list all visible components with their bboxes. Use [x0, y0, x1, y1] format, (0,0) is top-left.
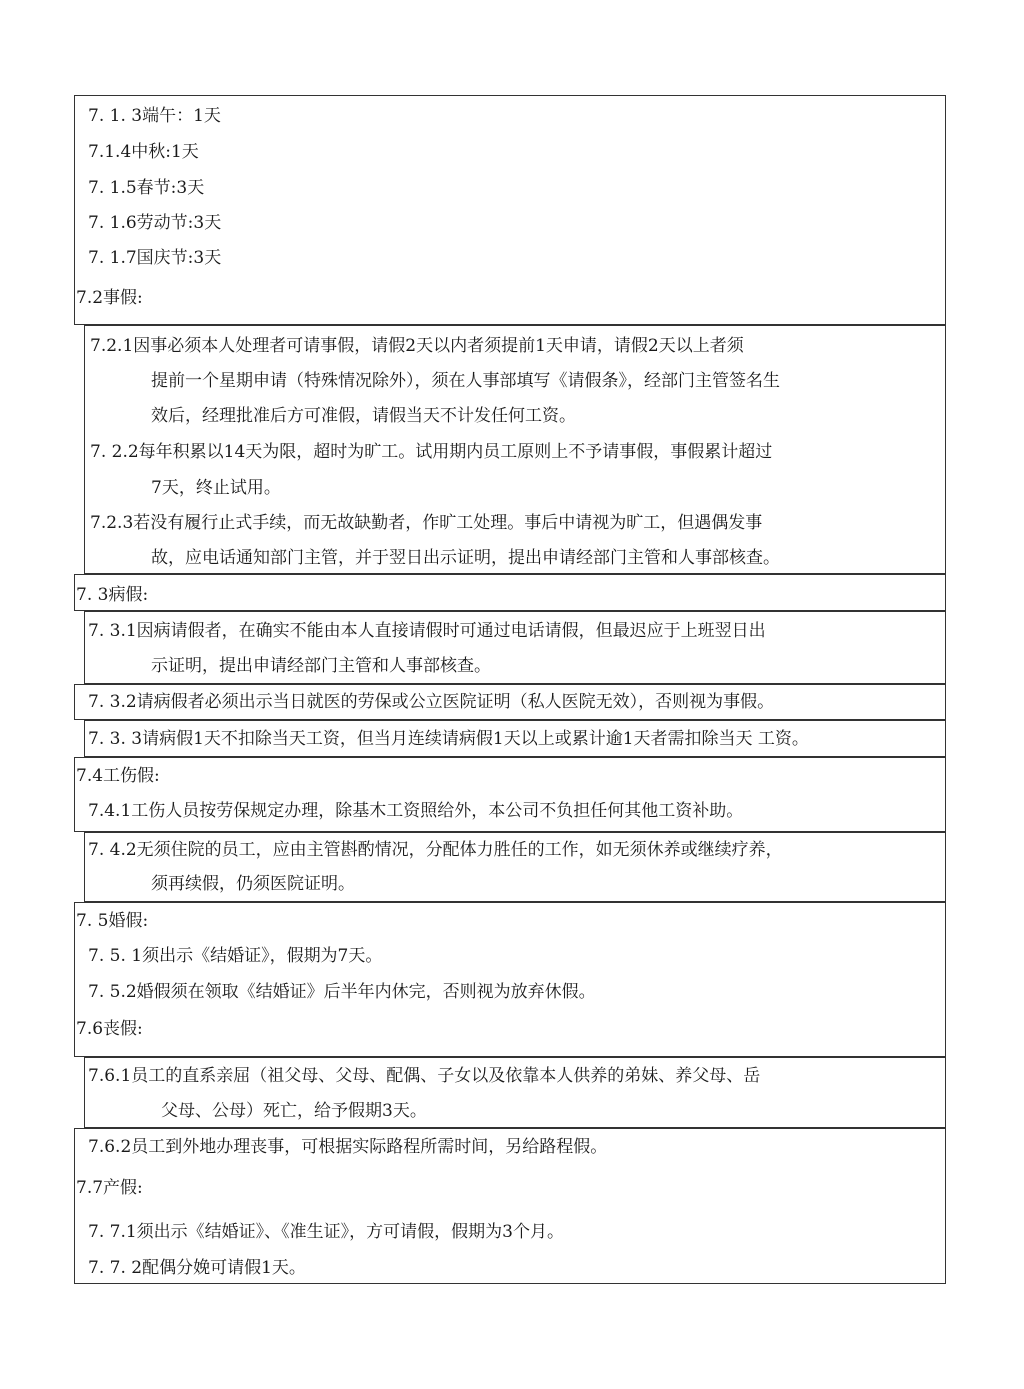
clause-7-5-1: 7. 5. 1须出示《结婚证》，假期为7天。: [88, 946, 383, 966]
clause-7-2-1-cont: 提前一个星期申请（特殊情况除外），须在人事部填写《请假条》，经部门主管签名生: [151, 371, 780, 391]
clause-7-1-6: 7. 1.6劳动节:3天: [88, 213, 222, 233]
clause-7-4-2: 7. 4.2无须住院的员工，应由主管斟酌情况，分配体力胜任的工作，如无须休养或继续疗养，: [88, 840, 783, 860]
clause-7-4-2-cont: 须再续假，仍须医院证明。: [151, 874, 355, 894]
clause-7-2-1: 7.2.1因事必须本人处理者可请事假，请假2天以内者须提前1天申请，请假2天以上者须: [90, 336, 744, 356]
heading-7-5: 7. 5婚假:: [76, 911, 149, 931]
clause-7-3-2: 7. 3.2请病假者必须出示当日就医的劳保或公立医院证明（私人医院无效），否则视为事假。: [88, 692, 775, 712]
clause-7-1-5: 7. 1.5春节:3天: [88, 178, 205, 198]
heading-7-2: 7.2事假:: [76, 288, 143, 308]
clause-7-1-4: 7.1.4中秋:1天: [88, 142, 199, 162]
clause-7-3-1-cont: 示证明，提出申请经部门主管和人事部核查。: [151, 656, 491, 676]
section-sick-leave-heading: [74, 574, 946, 611]
clause-7-2-2-cont: 7天，终止试用。: [151, 478, 281, 498]
clause-7-6-1: 7.6.1员工的直系亲屈（祖父母、父母、配偶、子女以及依靠本人供养的弟妹、养父母、岳: [88, 1066, 761, 1086]
clause-7-2-3-cont: 故，应电话通知部门主管，并于翌日出示证明，提出申请经部门主管和人事部核查。: [151, 548, 780, 568]
clause-7-5-2: 7. 5.2婚假须在领取《结婚证》后半年内休完，否则视为放弃休假。: [88, 982, 596, 1002]
clause-7-2-1-cont: 效后，经理批准后方可准假，请假当天不计发任何工资。: [151, 406, 576, 426]
heading-7-3: 7. 3病假:: [76, 585, 149, 605]
clause-7-1-3: 7. 1. 3端午：1天: [88, 106, 221, 126]
clause-7-6-2: 7.6.2员工到外地办理丧事，可根据实际路程所需时间，另给路程假。: [88, 1137, 608, 1157]
clause-7-7-1: 7. 7.1须出示《结婚证》、《准生证》，方可请假，假期为3个月。: [88, 1222, 564, 1242]
clause-7-3-3: 7. 3. 3请病假1天不扣除当天工资，但当月连续请病假1天以上或累计逾1天者需扣除当天 工资。: [88, 729, 809, 749]
clause-7-7-2: 7. 7. 2配偶分娩可请假1天。: [88, 1258, 306, 1278]
heading-7-6: 7.6丧假:: [76, 1019, 143, 1039]
section-holidays: [74, 95, 946, 325]
clause-7-4-1: 7.4.1工伤人员按劳保规定办理，除基木工资照给外，本公司不负担任何其他工资补助。: [88, 801, 744, 821]
clause-7-2-2: 7. 2.2每年积累以14天为限，超时为旷工。试用期内员工原则上不予请事假，事假累计超过: [90, 442, 773, 462]
clause-7-6-1-cont: 父母、公母）死亡，给予假期3天。: [161, 1101, 427, 1121]
clause-7-3-1: 7. 3.1因病请假者，在确实不能由本人直接请假时可通过电话请假，但最迟应于上班翌日出: [88, 621, 766, 641]
clause-7-1-7: 7. 1.7国庆节:3天: [88, 248, 222, 268]
clause-7-2-3: 7.2.3若没有履行止式手续，而无故缺勤者，作旷工处理。事后中请视为旷工，但遇偶发事: [90, 513, 763, 533]
heading-7-7: 7.7产假:: [76, 1178, 143, 1198]
heading-7-4: 7.4工伤假:: [76, 766, 160, 786]
